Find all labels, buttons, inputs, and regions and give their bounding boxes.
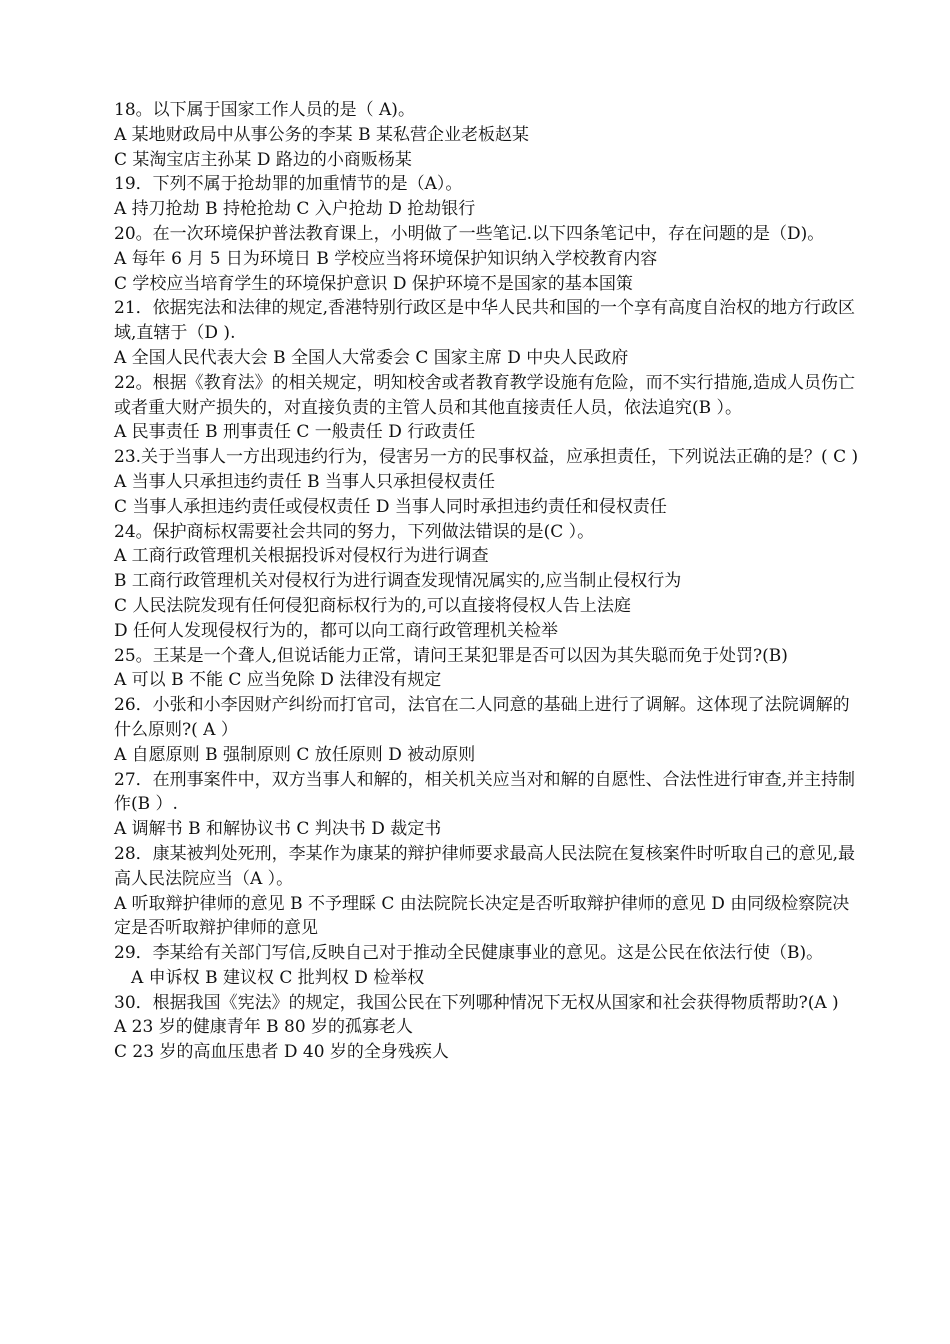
options-27: A 调解书 B 和解协议书 C 判决书 D 裁定书	[114, 819, 442, 840]
options-20-ab: A 每年 6 月 5 日为环境日 B 学校应当将环境保护知识纳入学校教育内容	[114, 248, 658, 269]
options-29: A 申诉权 B 建议权 C 批判权 D 检举权	[131, 967, 425, 988]
options-20-cd: C 学校应当培育学生的环境保护意识 D 保护环境不是国家的基本国策	[114, 273, 633, 294]
options-23-cd: C 当事人承担违约责任或侵权责任 D 当事人同时承担违约责任和侵权责任	[114, 496, 667, 517]
question-21: 21．依据宪法和法律的规定,香港特别行政区是中华人民共和国的一个享有高度自治权的地方行政区域,直辖于（D ).	[114, 298, 856, 344]
question-28: 28．康某被判处死刑，李某作为康某的辩护律师要求最高人民法院在复核案件时听取自己的意见,最高人民法院应当（A ）。	[114, 843, 856, 889]
question-18: 18。以下属于国家工作人员的是（ A)。	[114, 100, 415, 120]
question-26: 26．小张和小李因财产纠纷而打官司，法官在二人同意的基础上进行了调解。这体现了法院调解的什么原则?( A ）	[114, 695, 850, 740]
option-24-a: A 工商行政管理机关根据投诉对侵权行为进行调查	[114, 546, 489, 567]
options-21: A 全国人民代表大会 B 全国人大常委会 C 国家主席 D 中央人民政府	[114, 347, 629, 368]
options-26: A 自愿原则 B 强制原则 C 放任原则 D 被动原则	[114, 744, 476, 765]
option-24-b: B 工商行政管理机关对侵权行为进行调查发现情况属实的,应当制止侵权行为	[114, 571, 682, 592]
question-30: 30．根据我国《宪法》的规定，我国公民在下列哪种情况下无权从国家和社会获得物质帮助?(A )	[114, 992, 839, 1013]
question-20: 20。在一次环境保护普法教育课上，小明做了一些笔记.以下四条笔记中，存在问题的是（D)。	[114, 223, 825, 244]
question-23: 23.关于当事人一方出现违约行为，侵害另一方的民事权益，应承担责任，下列说法正确的是？( C )	[114, 447, 859, 468]
options-22: A 民事责任 B 刑事责任 C 一般责任 D 行政责任	[114, 422, 476, 443]
question-19: 19．下列不属于抢劫罪的加重情节的是（A）。	[114, 174, 463, 195]
question-25: 25。王某是一个聋人,但说话能力正常，请问王某犯罪是否可以因为其失聪而免于处罚?(B)	[114, 645, 788, 666]
option-24-d: D 任何人发现侵权行为的，都可以向工商行政管理机关检举	[114, 620, 559, 641]
question-24: 24。保护商标权需要社会共同的努力，下列做法错误的是(C ）。	[114, 521, 595, 542]
question-29: 29．李某给有关部门写信,反映自己对于推动全民健康事业的意见。这是公民在依法行使（B)。	[114, 943, 824, 964]
document-page	[114, 98, 866, 1065]
options-23-ab: A 当事人只承担违约责任 B 当事人只承担侵权责任	[114, 471, 495, 492]
options-28: A 听取辩护律师的意见 B 不予理睬 C 由法院院长决定是否听取辩护律师的意见 D 由同级检察院决定是否听取辩护律师的意见	[114, 893, 850, 939]
question-22: 22。根据《教育法》的相关规定，明知校舍或者教育教学设施有危险，而不实行措施,造成人员伤亡或者重大财产损失的，对直接负责的主管人员和其他直接责任人员，依法追究(B ）。	[114, 372, 856, 418]
options-18-cd: C 某淘宝店主孙某 D 路边的小商贩杨某	[114, 149, 412, 170]
options-25: A 可以 B 不能 C 应当免除 D 法律没有规定	[114, 670, 442, 691]
options-19: A 持刀抢劫 B 持枪抢劫 C 入户抢劫 D 抢劫银行	[114, 199, 476, 220]
options-30-cd: C 23 岁的高血压患者 D 40 岁的全身残疾人	[114, 1042, 449, 1063]
options-30-ab: A 23 岁的健康青年 B 80 岁的孤寡老人	[114, 1017, 414, 1038]
option-24-c: C 人民法院发现有任何侵犯商标权行为的,可以直接将侵权人告上法庭	[114, 595, 631, 616]
options-18-ab: A 某地财政局中从事公务的李某 B 某私营企业老板赵某	[114, 124, 529, 145]
question-27: 27．在刑事案件中，双方当事人和解的，相关机关应当对和解的自愿性、合法性进行审查,并主持制作(B ）.	[114, 769, 856, 815]
